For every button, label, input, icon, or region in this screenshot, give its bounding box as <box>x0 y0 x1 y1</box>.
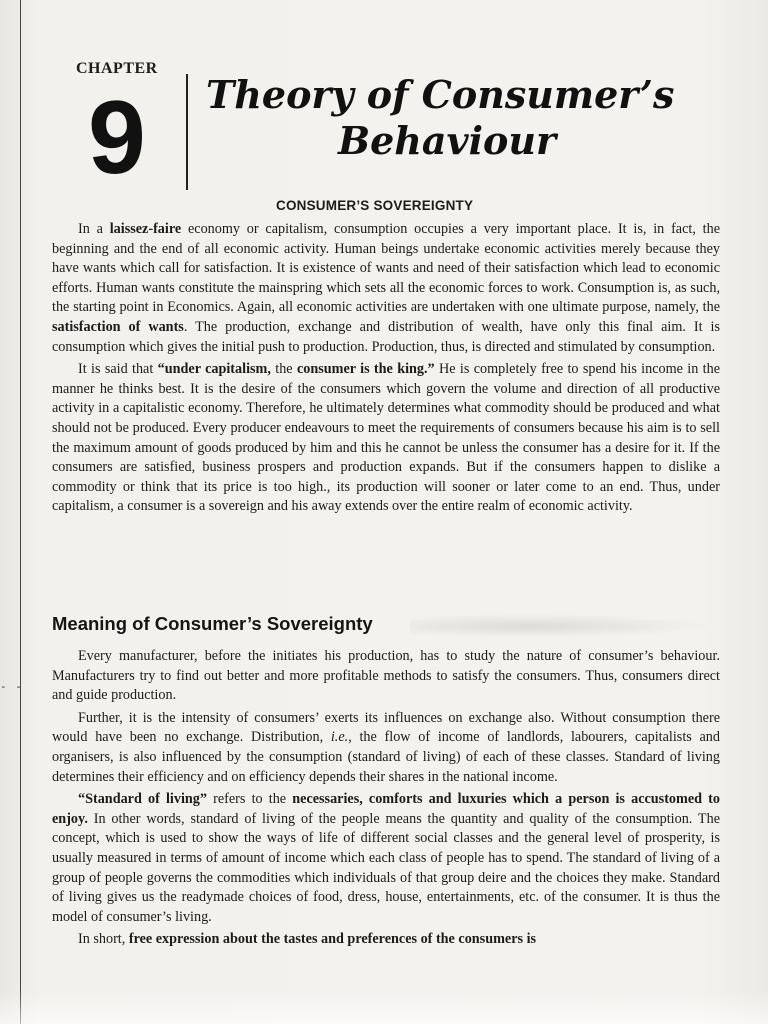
paragraph-1: In a laissez-faire economy or capitalism, consumption occupies a very important place. It is, in fact, the beginning and the end of all economic activity. Human beings undertake economic activities merely because they have wants which call for satisfaction. It is existence of wants and need of their satisfaction which lead to economic efforts. Human wants constitute the mainspring which sets all the economic forces to work. Consumption is, as such, the starting point in Economics. Again, all economic activities are undertaken with one ultimate purpose, namely, the satisfaction of wants. The production, exchange and distribution of wealth, have only this final aim. It is consumption which gives the initial push to production. Production, thus, is directed and stimulated by consumption. <box>52 221 721 355</box>
chapter-label: CHAPTER <box>76 60 158 77</box>
subsection-heading: Meaning of Consumer’s Sovereignty <box>52 613 373 634</box>
chapter-number: 9 <box>88 80 144 196</box>
chapter-title-line1: Theory of Consumer’s <box>206 72 675 117</box>
paragraph-5: “Standard of living” refers to the necessaries, comforts and luxuries which a person is accustomed to enjoy. In other words, standard of living of the people means the quantity and quality of the consumption. The concept, which is used to show the ways of life of different social classes and the general level of prosperity, is usually measured in terms of amount of income which each class of people has to spend. The standard of living of a group of people governs the commodities which individuals of that group deire and the choices they make. Standard of living gives us the readymade choices of food, dress, house, entertainments, etc. of the consumer. It is thus the model of consumer’s living. <box>52 791 720 925</box>
chapter-title-line2: Behaviour <box>338 118 557 163</box>
subsection-body <box>52 647 720 953</box>
margin-marks: - - <box>0 680 23 693</box>
page-margin-rule <box>20 0 21 1024</box>
chapter-divider <box>186 74 188 190</box>
section-body <box>52 220 720 520</box>
print-shade <box>410 614 710 638</box>
paragraph-2: It is said that “under capitalism, the consumer is the king.” He is completely free to spend his income in the manner he thinks best. It is the desire of the consumers which govern the volume and direction of all productive activity in a capitalistic economy. Therefore, he ultimately determines what commodity should be produced and what should not be produced. Every producer endeavours to meet the requirements of consumers because his aim is to sell the maximum amount of goods produced by him and this he cannot be unless the consumer has a desire for it. If the consumers are satisfied, business prospers and production expands. But if the consumers happen to dislike a commodity or think that its price is too high., its production will sooner or later come to an end. Thus, under capitalism, a consumer is a sovereign and his away extends over the entire realm of economic activity. <box>52 361 720 515</box>
page-bottom-shade <box>0 990 768 1024</box>
section-heading: CONSUMER’S SOVEREIGNTY <box>276 198 474 213</box>
paragraph-3: Every manufacturer, before the initiates his production, has to study the nature of consumer’s behaviour. Manufacturers try to find out better and more profitable methods to satisfy the consumers. Thus, consumers direct and guide production. <box>52 648 720 704</box>
chapter-title <box>206 72 726 164</box>
paragraph-6: In short, free expression about the tastes and preferences of the consumers is <box>78 931 537 948</box>
paragraph-4: Further, it is the intensity of consumers’ exerts its influences on exchange also. Without consumption there would have been no exchange. Distribution, i.e., the flow of income of landlords, labourers, capitalists and organisers, is also influenced by the consumption (standard of living) of each of these classes. Standard of living determines their efficiency and on efficiency depends their shares in the national income. <box>52 709 720 785</box>
